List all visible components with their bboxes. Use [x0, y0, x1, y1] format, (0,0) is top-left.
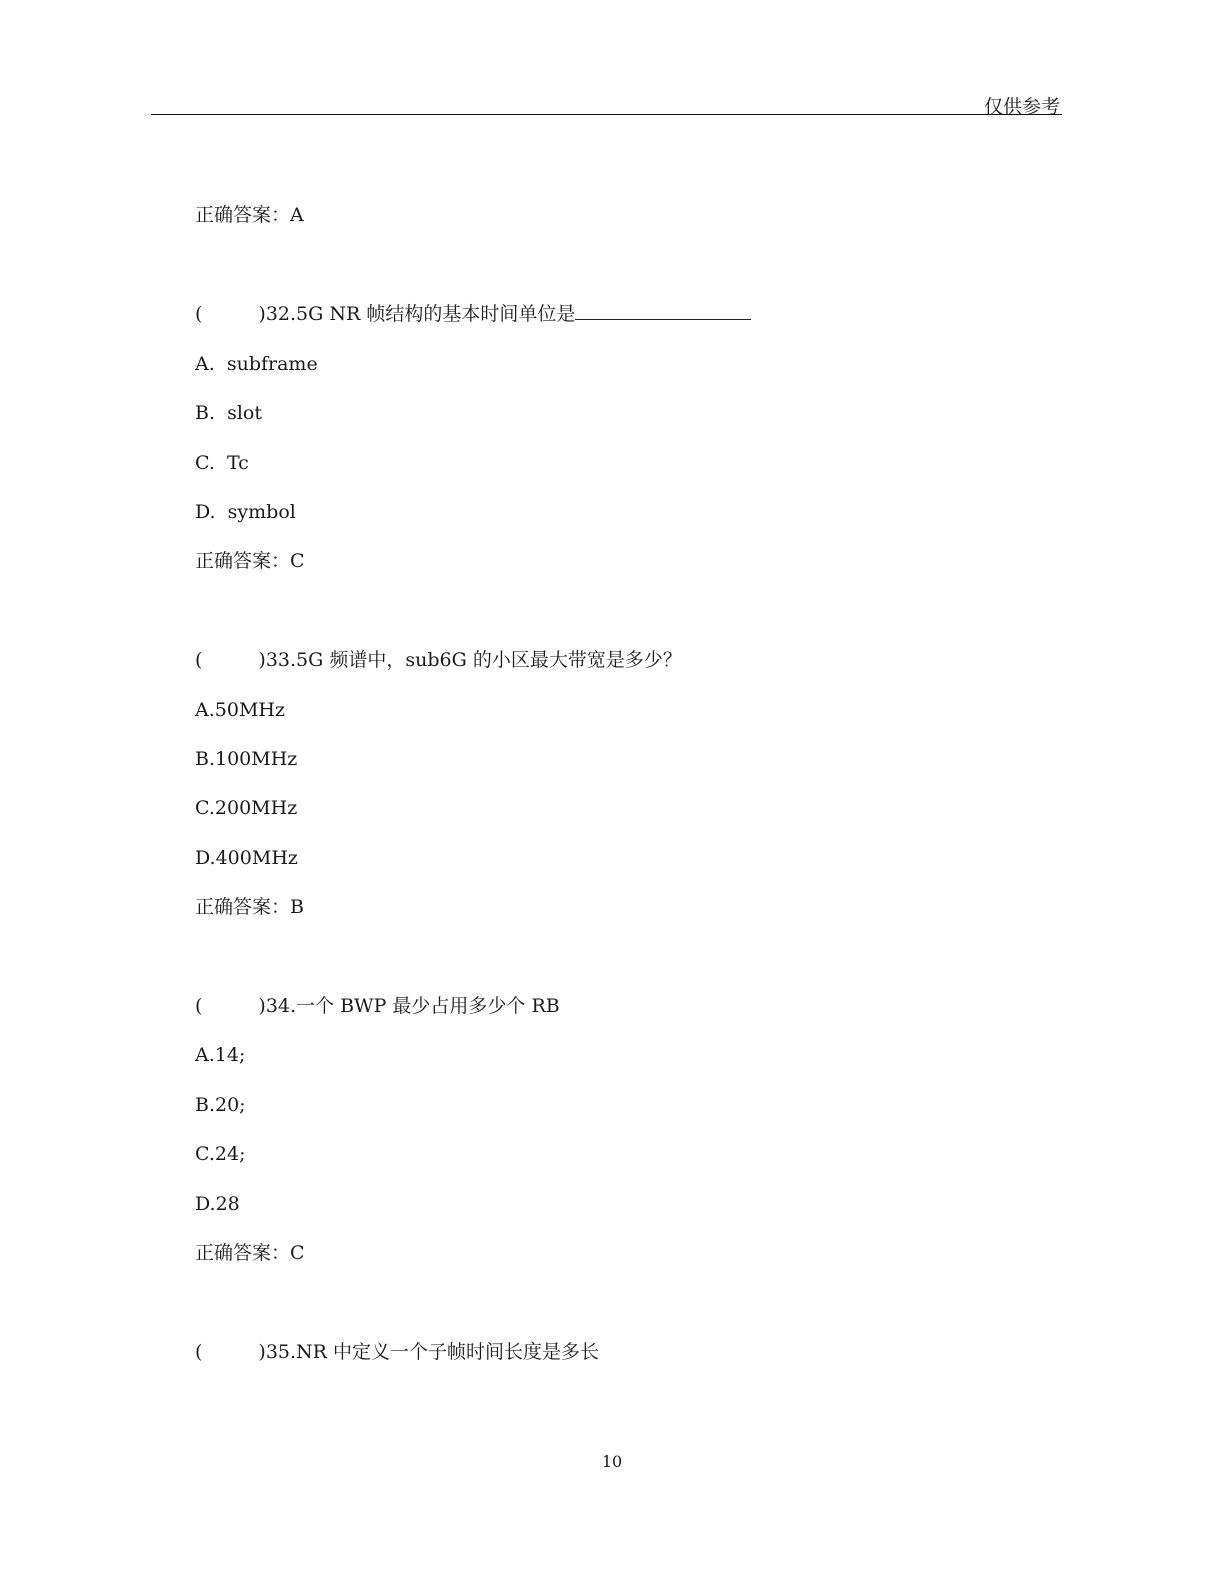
option-d: D.400MHz [195, 847, 298, 869]
answer-value: C [290, 1242, 305, 1264]
question-text: 35.NR 中定义一个子帧时间长度是多长 [265, 1341, 600, 1363]
paren-close: ) [258, 649, 266, 671]
paren-open: ( [195, 649, 203, 671]
option-a: A.50MHz [195, 699, 285, 721]
paren-open: ( [195, 1341, 203, 1363]
option-a: A. subframe [195, 353, 318, 375]
question-text: 33.5G 频谱中，sub6G 的小区最大带宽是多少？ [265, 649, 682, 671]
answer-line-34 [195, 1240, 305, 1266]
answer-value: B [290, 896, 304, 918]
answer-line-32 [195, 548, 305, 574]
option-b: B.100MHz [195, 748, 298, 770]
question-33-stem [195, 647, 682, 673]
option-b: B.20; [195, 1094, 246, 1116]
answer-line-31 [195, 202, 304, 228]
paren-open: ( [195, 303, 203, 325]
answer-prefix: 正确答案： [195, 204, 291, 226]
option-d: D.28 [195, 1193, 240, 1215]
question-34-stem [195, 993, 560, 1019]
option-d: D. symbol [195, 501, 296, 523]
option-c: C.200MHz [195, 797, 298, 819]
answer-value: A [290, 204, 304, 226]
paren-close: ) [258, 1341, 266, 1363]
page-number: 10 [601, 1452, 623, 1471]
answer-prefix: 正确答案： [195, 1242, 291, 1264]
answer-value: C [290, 550, 305, 572]
answer-line-33 [195, 894, 304, 920]
option-c: C. Tc [195, 452, 249, 474]
question-text: 32.5G NR 帧结构的基本时间单位是 [265, 303, 576, 325]
header-rule [151, 114, 1062, 115]
answer-prefix: 正确答案： [195, 550, 291, 572]
answer-blank [575, 301, 751, 320]
option-c: C.24; [195, 1143, 246, 1165]
paren-close: ) [258, 303, 266, 325]
option-a: A.14; [195, 1044, 246, 1066]
question-text: 34.一个 BWP 最少占用多少个 RB [265, 995, 560, 1017]
paren-open: ( [195, 995, 203, 1017]
answer-prefix: 正确答案： [195, 896, 291, 918]
option-b: B. slot [195, 402, 262, 424]
question-35-stem [195, 1339, 599, 1365]
paren-close: ) [258, 995, 266, 1017]
header-text: 仅供参考 [983, 96, 1060, 118]
question-32-stem [195, 301, 751, 327]
